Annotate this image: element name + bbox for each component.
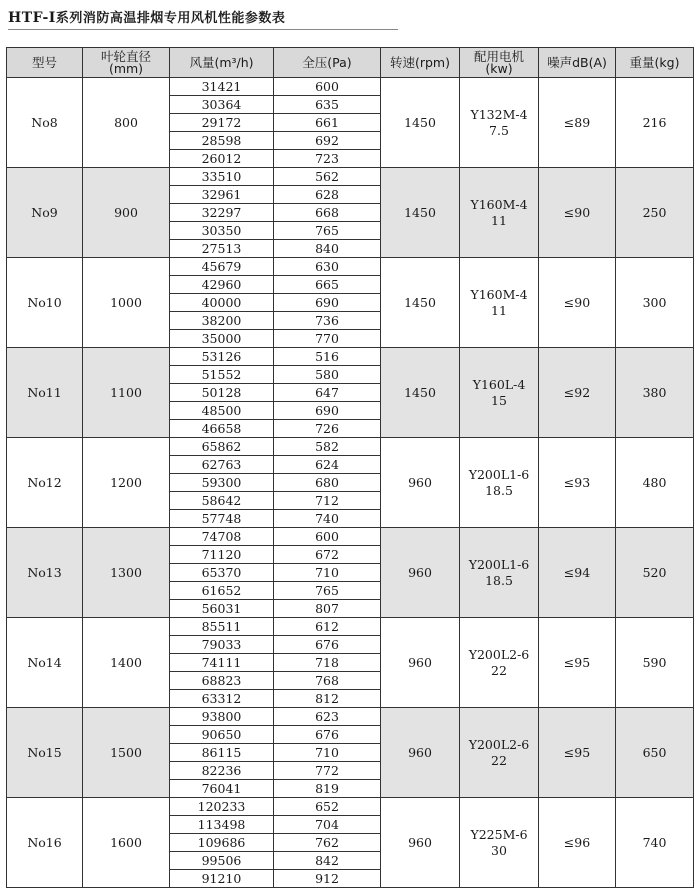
airflow-cell: 30364 (170, 96, 274, 114)
noise-cell: ≤90 (539, 168, 616, 258)
airflow-cell: 91210 (170, 870, 274, 888)
airflow-cell: 53126 (170, 348, 274, 366)
header-model: 型号 (7, 48, 83, 78)
pressure-cell: 676 (274, 726, 381, 744)
motor-cell (460, 618, 539, 708)
pressure-cell: 668 (274, 204, 381, 222)
pressure-cell: 819 (274, 780, 381, 798)
motor-model: Y132M-4 (470, 106, 528, 122)
motor-model: Y200L1-6 (468, 466, 530, 482)
airflow-cell: 61652 (170, 582, 274, 600)
model-cell: No8 (7, 78, 83, 168)
table-row (7, 168, 694, 186)
pressure-cell: 765 (274, 582, 381, 600)
motor-model: Y225M-6 (470, 826, 528, 842)
header-noise: 噪声dB(A) (539, 48, 616, 78)
motor-power: 18.5 (485, 482, 513, 498)
table-row (7, 618, 694, 636)
airflow-cell: 29172 (170, 114, 274, 132)
pressure-cell: 582 (274, 438, 381, 456)
airflow-cell: 51552 (170, 366, 274, 384)
table-row (7, 528, 694, 546)
header-pressure: 全压(Pa) (274, 48, 381, 78)
table-body (7, 78, 694, 888)
pressure-cell: 516 (274, 348, 381, 366)
airflow-cell: 79033 (170, 636, 274, 654)
noise-cell: ≤92 (539, 348, 616, 438)
noise-cell: ≤94 (539, 528, 616, 618)
weight-cell: 300 (616, 258, 694, 348)
pressure-cell: 661 (274, 114, 381, 132)
motor-cell (460, 168, 539, 258)
airflow-cell: 65370 (170, 564, 274, 582)
pressure-cell: 635 (274, 96, 381, 114)
speed-cell: 960 (381, 438, 460, 528)
model-cell: No10 (7, 258, 83, 348)
header-weight: 重量(kg) (616, 48, 694, 78)
speed-cell: 1450 (381, 348, 460, 438)
pressure-cell: 652 (274, 798, 381, 816)
header-motor-line2: (kw) (485, 60, 513, 76)
title-prefix: HTF-Ⅰ (8, 10, 56, 26)
pressure-cell: 600 (274, 528, 381, 546)
pressure-cell: 770 (274, 330, 381, 348)
motor-power: 11 (491, 302, 507, 318)
pressure-cell: 768 (274, 672, 381, 690)
airflow-cell: 63312 (170, 690, 274, 708)
motor-power: 22 (491, 752, 507, 768)
airflow-cell: 56031 (170, 600, 274, 618)
table-row (7, 708, 694, 726)
airflow-cell: 85511 (170, 618, 274, 636)
table-row (7, 348, 694, 366)
model-cell: No9 (7, 168, 83, 258)
speed-cell: 1450 (381, 78, 460, 168)
airflow-cell: 57748 (170, 510, 274, 528)
airflow-cell: 76041 (170, 780, 274, 798)
header-motor-line1: 配用电机 (473, 48, 524, 64)
diameter-cell: 1600 (83, 798, 170, 888)
weight-cell: 250 (616, 168, 694, 258)
airflow-cell: 32297 (170, 204, 274, 222)
pressure-cell: 612 (274, 618, 381, 636)
airflow-cell: 35000 (170, 330, 274, 348)
motor-power: 30 (491, 842, 507, 858)
pressure-cell: 672 (274, 546, 381, 564)
airflow-cell: 109686 (170, 834, 274, 852)
speed-cell: 960 (381, 708, 460, 798)
pressure-cell: 718 (274, 654, 381, 672)
pressure-cell: 704 (274, 816, 381, 834)
weight-cell: 480 (616, 438, 694, 528)
airflow-cell: 59300 (170, 474, 274, 492)
noise-cell: ≤89 (539, 78, 616, 168)
noise-cell: ≤93 (539, 438, 616, 528)
motor-power: 22 (491, 662, 507, 678)
pressure-cell: 842 (274, 852, 381, 870)
speed-cell: 1450 (381, 258, 460, 348)
diameter-cell: 1500 (83, 708, 170, 798)
pressure-cell: 647 (274, 384, 381, 402)
motor-cell (460, 708, 539, 798)
airflow-cell: 58642 (170, 492, 274, 510)
pressure-cell: 562 (274, 168, 381, 186)
airflow-cell: 42960 (170, 276, 274, 294)
airflow-cell: 31421 (170, 78, 274, 96)
motor-cell (460, 438, 539, 528)
model-cell: No12 (7, 438, 83, 528)
table-row (7, 258, 694, 276)
page-title (8, 7, 285, 26)
pressure-cell: 812 (274, 690, 381, 708)
pressure-cell: 765 (274, 222, 381, 240)
airflow-cell: 90650 (170, 726, 274, 744)
pressure-cell: 690 (274, 402, 381, 420)
motor-model: Y200L1-6 (468, 556, 530, 572)
airflow-cell: 74111 (170, 654, 274, 672)
airflow-cell: 74708 (170, 528, 274, 546)
weight-cell: 650 (616, 708, 694, 798)
airflow-cell: 40000 (170, 294, 274, 312)
speed-cell: 960 (381, 798, 460, 888)
table-row (7, 798, 694, 816)
motor-cell (460, 798, 539, 888)
motor-model: Y200L2-6 (468, 736, 530, 752)
pressure-cell: 840 (274, 240, 381, 258)
pressure-cell: 723 (274, 150, 381, 168)
model-cell: No15 (7, 708, 83, 798)
airflow-cell: 82236 (170, 762, 274, 780)
pressure-cell: 680 (274, 474, 381, 492)
pressure-cell: 676 (274, 636, 381, 654)
weight-cell: 380 (616, 348, 694, 438)
weight-cell: 740 (616, 798, 694, 888)
airflow-cell: 113498 (170, 816, 274, 834)
table-row (7, 78, 694, 96)
airflow-cell: 120233 (170, 798, 274, 816)
motor-model: Y160M-4 (470, 286, 528, 302)
airflow-cell: 45679 (170, 258, 274, 276)
pressure-cell: 736 (274, 312, 381, 330)
airflow-cell: 27513 (170, 240, 274, 258)
pressure-cell: 772 (274, 762, 381, 780)
speed-cell: 1450 (381, 168, 460, 258)
header-row (7, 48, 694, 78)
pressure-cell: 762 (274, 834, 381, 852)
airflow-cell: 65862 (170, 438, 274, 456)
pressure-cell: 726 (274, 420, 381, 438)
pressure-cell: 740 (274, 510, 381, 528)
pressure-cell: 630 (274, 258, 381, 276)
motor-model: Y160L-4 (472, 376, 526, 392)
header-motor (460, 48, 539, 78)
pressure-cell: 624 (274, 456, 381, 474)
airflow-cell: 38200 (170, 312, 274, 330)
speed-cell: 960 (381, 618, 460, 708)
weight-cell: 590 (616, 618, 694, 708)
airflow-cell: 46658 (170, 420, 274, 438)
airflow-cell: 86115 (170, 744, 274, 762)
motor-cell (460, 78, 539, 168)
table-row (7, 438, 694, 456)
airflow-cell: 68823 (170, 672, 274, 690)
diameter-cell: 1200 (83, 438, 170, 528)
diameter-cell: 1300 (83, 528, 170, 618)
pressure-cell: 807 (274, 600, 381, 618)
title-underline (8, 29, 398, 30)
motor-cell (460, 528, 539, 618)
motor-model: Y160M-4 (470, 196, 528, 212)
noise-cell: ≤95 (539, 708, 616, 798)
diameter-cell: 900 (83, 168, 170, 258)
pressure-cell: 690 (274, 294, 381, 312)
motor-power: 18.5 (485, 572, 513, 588)
weight-cell: 216 (616, 78, 694, 168)
diameter-cell: 800 (83, 78, 170, 168)
pressure-cell: 623 (274, 708, 381, 726)
diameter-cell: 1100 (83, 348, 170, 438)
header-diameter (83, 48, 170, 78)
header-airflow: 风量(m³/h) (170, 48, 274, 78)
diameter-cell: 1000 (83, 258, 170, 348)
model-cell: No13 (7, 528, 83, 618)
header-diameter-line1: 叶轮直径 (100, 48, 151, 64)
header-diameter-line2: (mm) (108, 60, 144, 76)
motor-cell (460, 348, 539, 438)
motor-power: 7.5 (489, 122, 509, 138)
diameter-cell: 1400 (83, 618, 170, 708)
motor-power: 11 (491, 212, 507, 228)
pressure-cell: 580 (274, 366, 381, 384)
airflow-cell: 99506 (170, 852, 274, 870)
motor-cell (460, 258, 539, 348)
fan-spec-table (6, 47, 694, 888)
noise-cell: ≤90 (539, 258, 616, 348)
airflow-cell: 26012 (170, 150, 274, 168)
noise-cell: ≤96 (539, 798, 616, 888)
model-cell: No14 (7, 618, 83, 708)
model-cell: No11 (7, 348, 83, 438)
header-speed: 转速(rpm) (381, 48, 460, 78)
airflow-cell: 28598 (170, 132, 274, 150)
airflow-cell: 71120 (170, 546, 274, 564)
weight-cell: 520 (616, 528, 694, 618)
airflow-cell: 50128 (170, 384, 274, 402)
airflow-cell: 62763 (170, 456, 274, 474)
speed-cell: 960 (381, 528, 460, 618)
airflow-cell: 93800 (170, 708, 274, 726)
airflow-cell: 32961 (170, 186, 274, 204)
airflow-cell: 30350 (170, 222, 274, 240)
pressure-cell: 912 (274, 870, 381, 888)
model-cell: No16 (7, 798, 83, 888)
pressure-cell: 710 (274, 744, 381, 762)
pressure-cell: 600 (274, 78, 381, 96)
pressure-cell: 710 (274, 564, 381, 582)
pressure-cell: 665 (274, 276, 381, 294)
motor-model: Y200L2-6 (468, 646, 530, 662)
pressure-cell: 712 (274, 492, 381, 510)
motor-power: 15 (491, 392, 507, 408)
title-text: 系列消防高温排烟专用风机性能参数表 (55, 11, 286, 26)
noise-cell: ≤95 (539, 618, 616, 708)
pressure-cell: 628 (274, 186, 381, 204)
pressure-cell: 692 (274, 132, 381, 150)
airflow-cell: 33510 (170, 168, 274, 186)
airflow-cell: 48500 (170, 402, 274, 420)
